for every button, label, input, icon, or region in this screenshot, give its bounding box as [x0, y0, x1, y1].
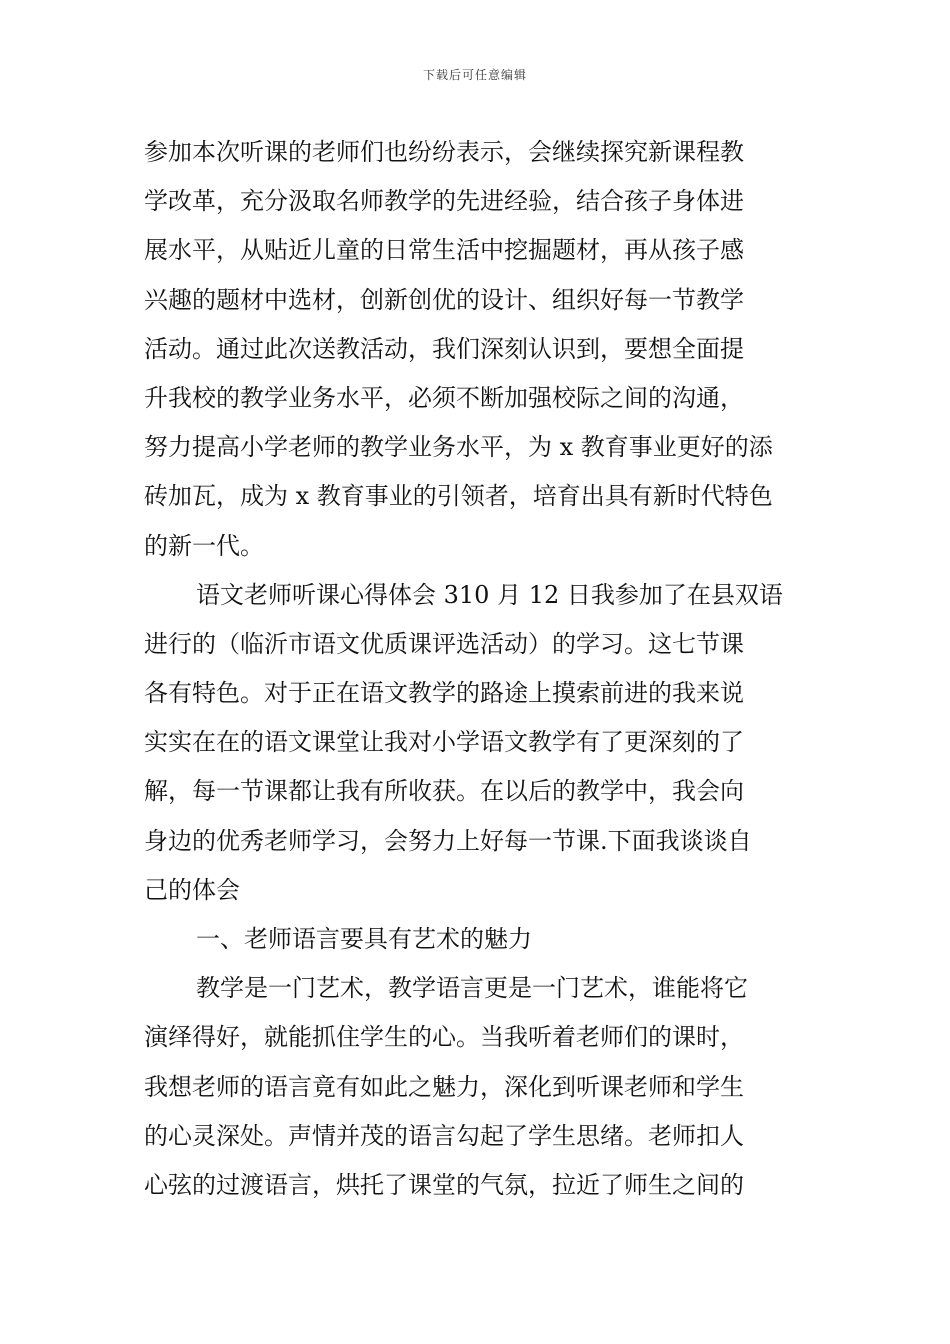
- text-line: 我想老师的语言竟有如此之魅力，深化到听课老师和学生: [144, 1072, 744, 1101]
- text-line: 实实在在的语文课堂让我对小学语文教学有了更深刻的了: [144, 728, 744, 757]
- text-line: 展水平，从贴近儿童的日常生活中挖掘题材，再从孩子感: [144, 236, 744, 265]
- text-line: 解，每一节课都让我有所收获。在以后的教学中，我会向: [144, 777, 744, 806]
- section-heading: 一、老师语言要具有艺术的魅力: [196, 925, 532, 953]
- paragraph-start-line: 教学是一门艺术，教学语言更是一门艺术，谁能将它: [196, 974, 748, 1003]
- text-line: 升我校的教学业务水平，必须不断加强校际之间的沟通，: [144, 383, 744, 412]
- text-line: 各有特色。对于正在语文教学的路途上摸索前进的我来说: [144, 679, 744, 708]
- text-line: 参加本次听课的老师们也纷纷表示，会继续探究新课程教: [144, 138, 744, 166]
- text-line: 心弦的过渡语言，烘托了课堂的气氛，拉近了师生之间的: [144, 1170, 744, 1199]
- text-line: 己的体会: [144, 875, 240, 904]
- text-line: 身边的优秀老师学习，会努力上好每一节课.下面我谈谈自: [144, 826, 752, 855]
- text-line: 学改革，充分汲取名师教学的先进经验，结合孩子身体进: [144, 187, 744, 216]
- text-line: 活动。通过此次送教活动，我们深刻认识到，要想全面提: [144, 334, 744, 363]
- paragraph-start-line: 语文老师听课心得体会 310 月 12 日我参加了在县双语: [196, 580, 783, 609]
- page-header: 下载后可任意编辑: [422, 68, 527, 82]
- document-body: [144, 128, 809, 1210]
- text-line: 的心灵深处。声情并茂的语言勾起了学生思绪。老师扣人: [144, 1121, 744, 1150]
- text-line: 的新一代。: [144, 531, 264, 560]
- text-line: 努力提高小学老师的教学业务水平，为 x 教育事业更好的添: [144, 433, 773, 462]
- text-line: 砖加瓦，成为 x 教育事业的引领者，培育出具有新时代特色: [144, 482, 773, 511]
- text-line: 兴趣的题材中选材，创新创优的设计、组织好每一节教学: [144, 285, 744, 314]
- text-line: 演绎得好，就能抓住学生的心。当我听着老师们的课时，: [144, 1023, 744, 1052]
- text-line: 进行的（临沂市语文优质课评选活动）的学习。这七节课: [144, 629, 744, 658]
